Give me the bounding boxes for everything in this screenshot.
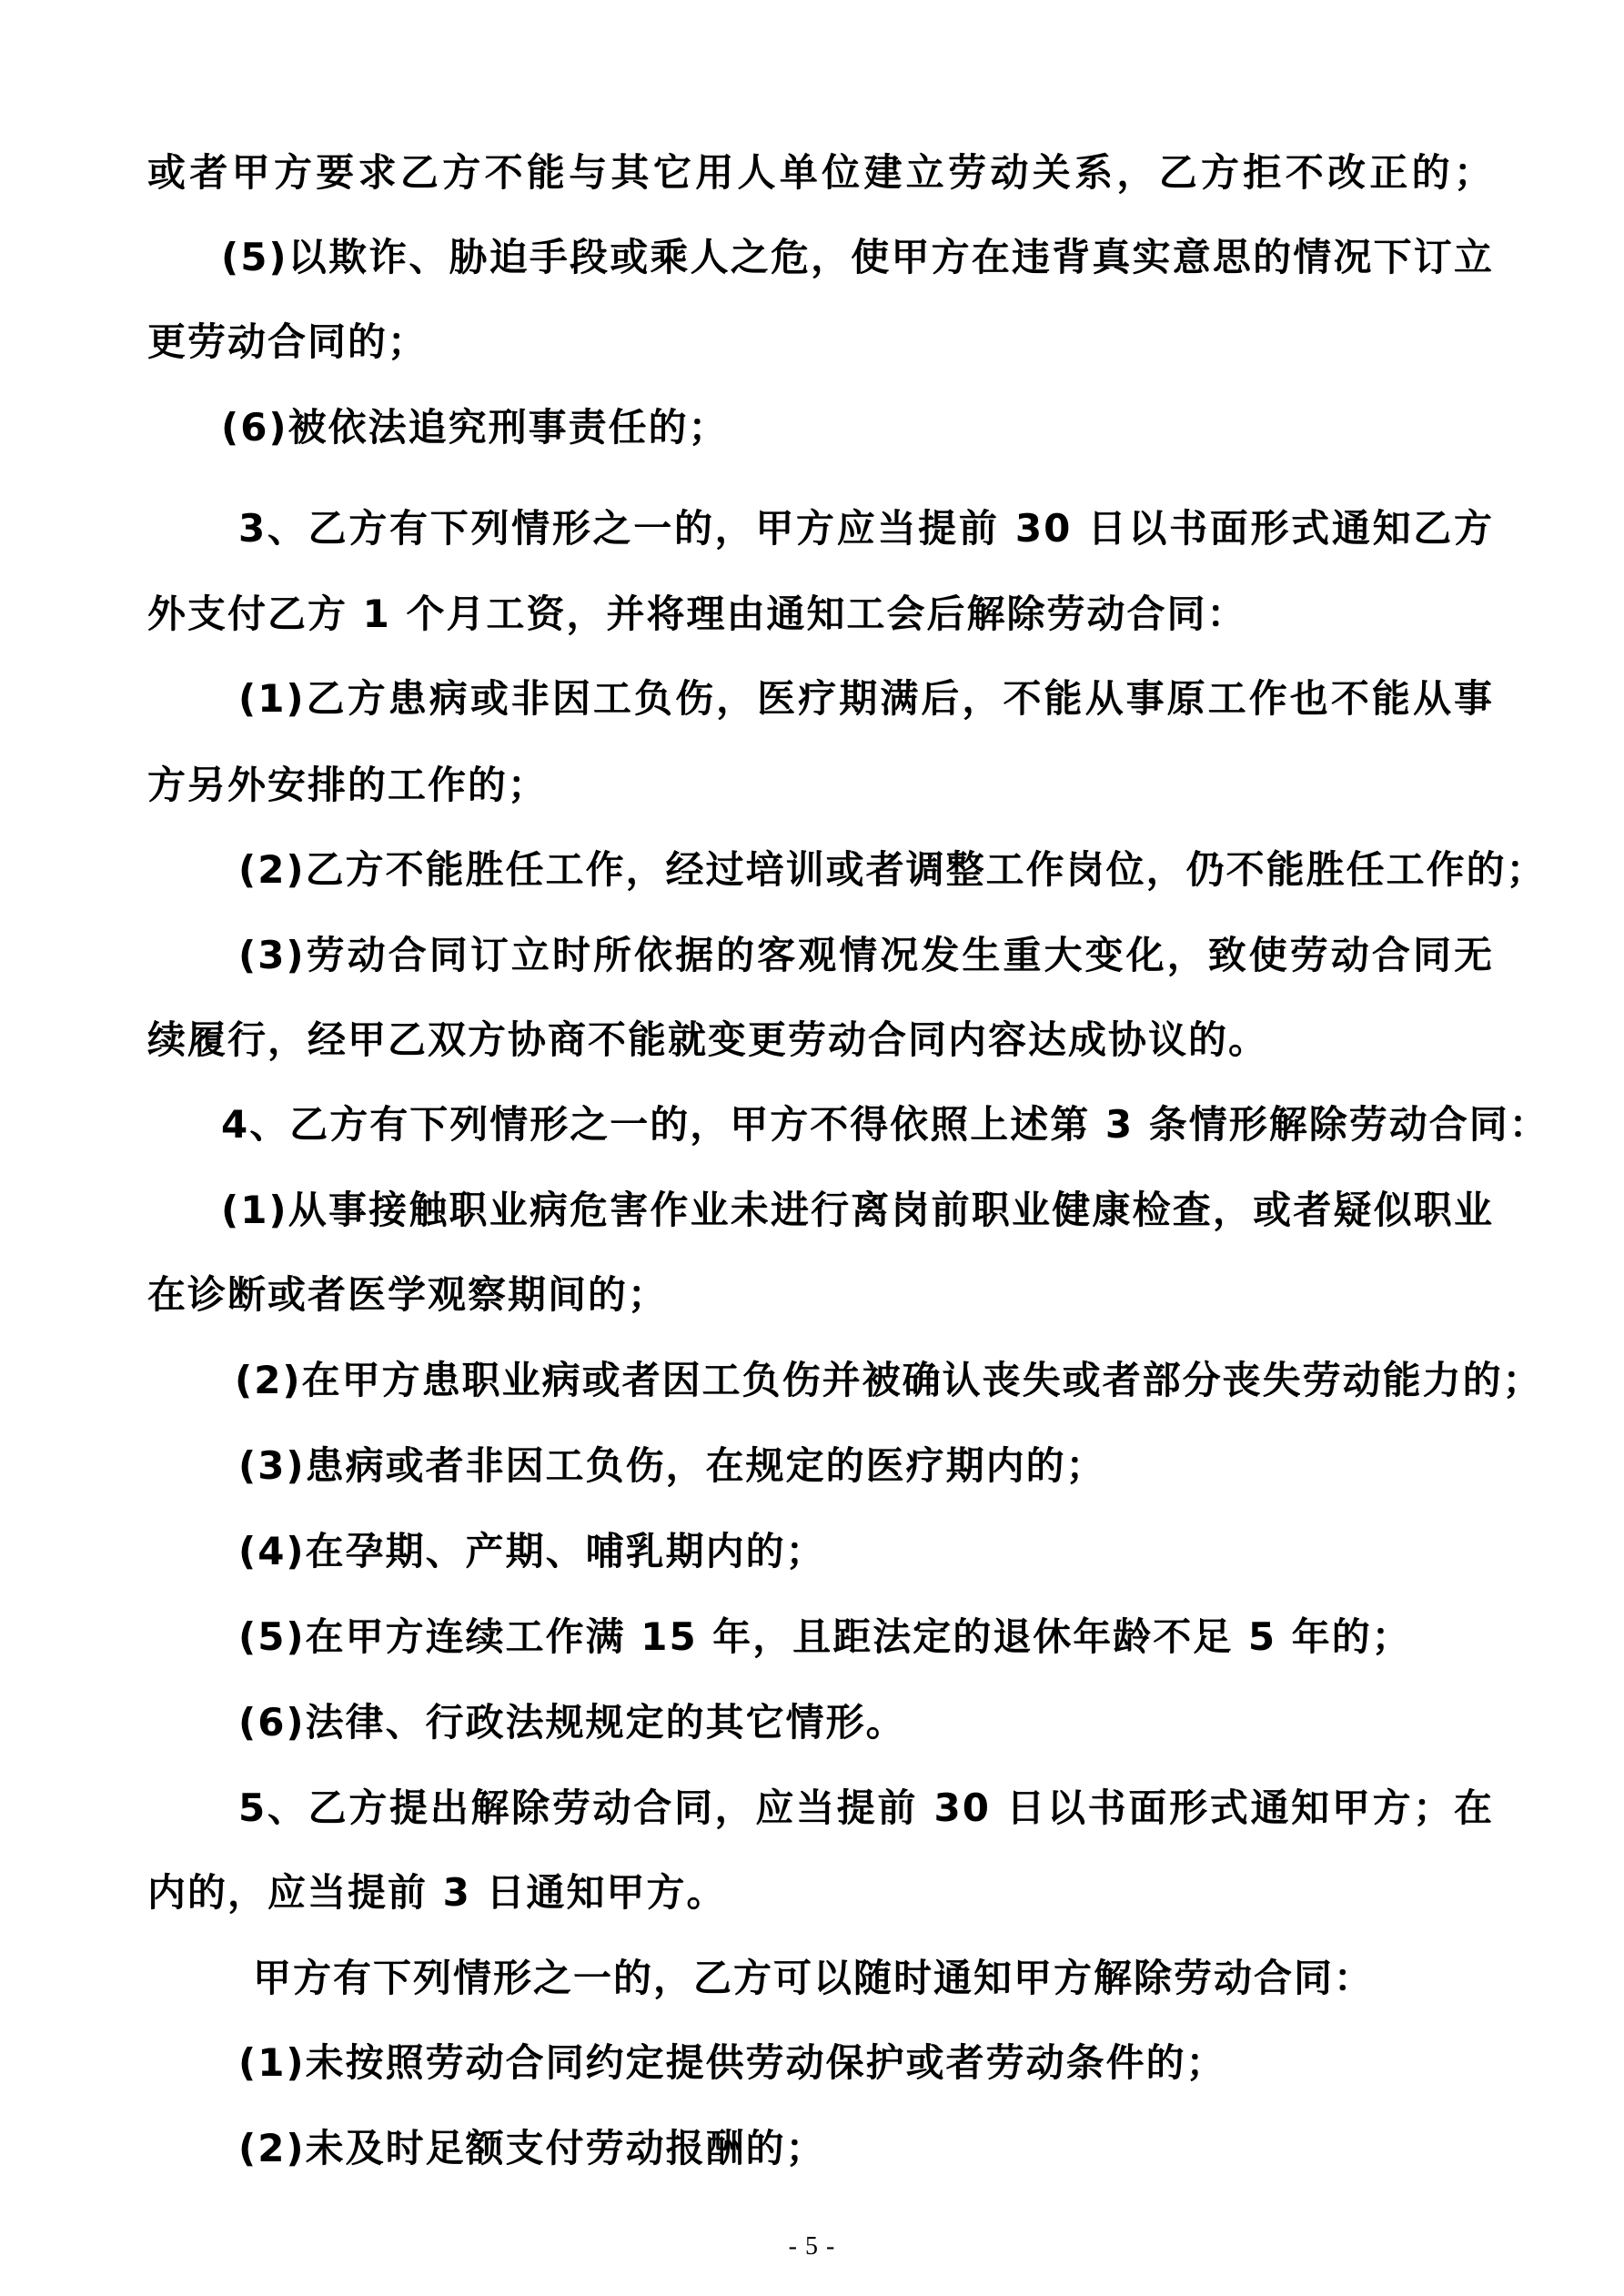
text-line: 4、乙方有下列情形之一的，甲方不得依照上述第 3 条情形解除劳动合同： [221,1102,1549,1147]
text-line: 更劳动合同的； [147,319,429,364]
text-line: 方另外安排的工作的； [147,763,549,807]
text-line: 内的，应当提前 3 日通知甲方。 [147,1870,727,1915]
text-line: 在诊断或者医学观察期间的； [147,1272,669,1317]
text-line: 续履行，经甲乙双方协商不能就变更劳动合同内容达成协议的。 [147,1017,1269,1062]
text-line: (3)患病或者非因工负伤，在规定的医疗期内的； [238,1443,1106,1488]
text-line: (1)乙方患病或非因工负伤，医疗期满后，不能从事原工作也不能从事 [238,676,1494,721]
text-line: 甲方有下列情形之一的，乙方可以随时通知甲方解除劳动合同： [253,1956,1375,2000]
text-line: (2)乙方不能胜任工作，经过培训或者调整工作岗位，仍不能胜任工作的； [238,847,1547,892]
text-line: (1)从事接触职业病危害作业未进行离岗前职业健康检查，或者疑似职业 [221,1188,1494,1232]
text-line: (6)法律、行政法规规定的其它情形。 [238,1700,906,1745]
text-line: (3)劳动合同订立时所依据的客观情况发生重大变化，致使劳动合同无 [238,933,1494,977]
text-line: (2)在甲方患职业病或者因工负伤并被确认丧失或者部分丧失劳动能力的； [235,1358,1543,1402]
text-line: (4)在孕期、产期、哺乳期内的； [238,1529,826,1573]
text-line: 3、乙方有下列情形之一的，甲方应当提前 30 日以书面形式通知乙方 [238,506,1494,551]
text-line: 或者甲方要求乙方不能与其它用人单位建立劳动关系，乙方拒不改正的； [147,150,1494,195]
text-line: (5)在甲方连续工作满 15 年，且距法定的退休年龄不足 5 年的； [238,1614,1412,1659]
text-line: (6)被依法追究刑事责任的； [221,405,729,450]
page-number: - 5 - [788,2232,836,2261]
text-line: (1)未按照劳动合同约定提供劳动保护或者劳动条件的； [238,2040,1226,2085]
text-line: 5、乙方提出解除劳动合同，应当提前 30 日以书面形式通知甲方；在 [238,1785,1494,1830]
text-line: 外支付乙方 1 个月工资，并将理由通知工会后解除劳动合同： [147,592,1247,636]
text-line: (2)未及时足额支付劳动报酬的； [238,2126,826,2170]
text-line: (5)以欺诈、胁迫手段或乘人之危，使甲方在违背真实意思的情况下订立 [221,235,1494,279]
